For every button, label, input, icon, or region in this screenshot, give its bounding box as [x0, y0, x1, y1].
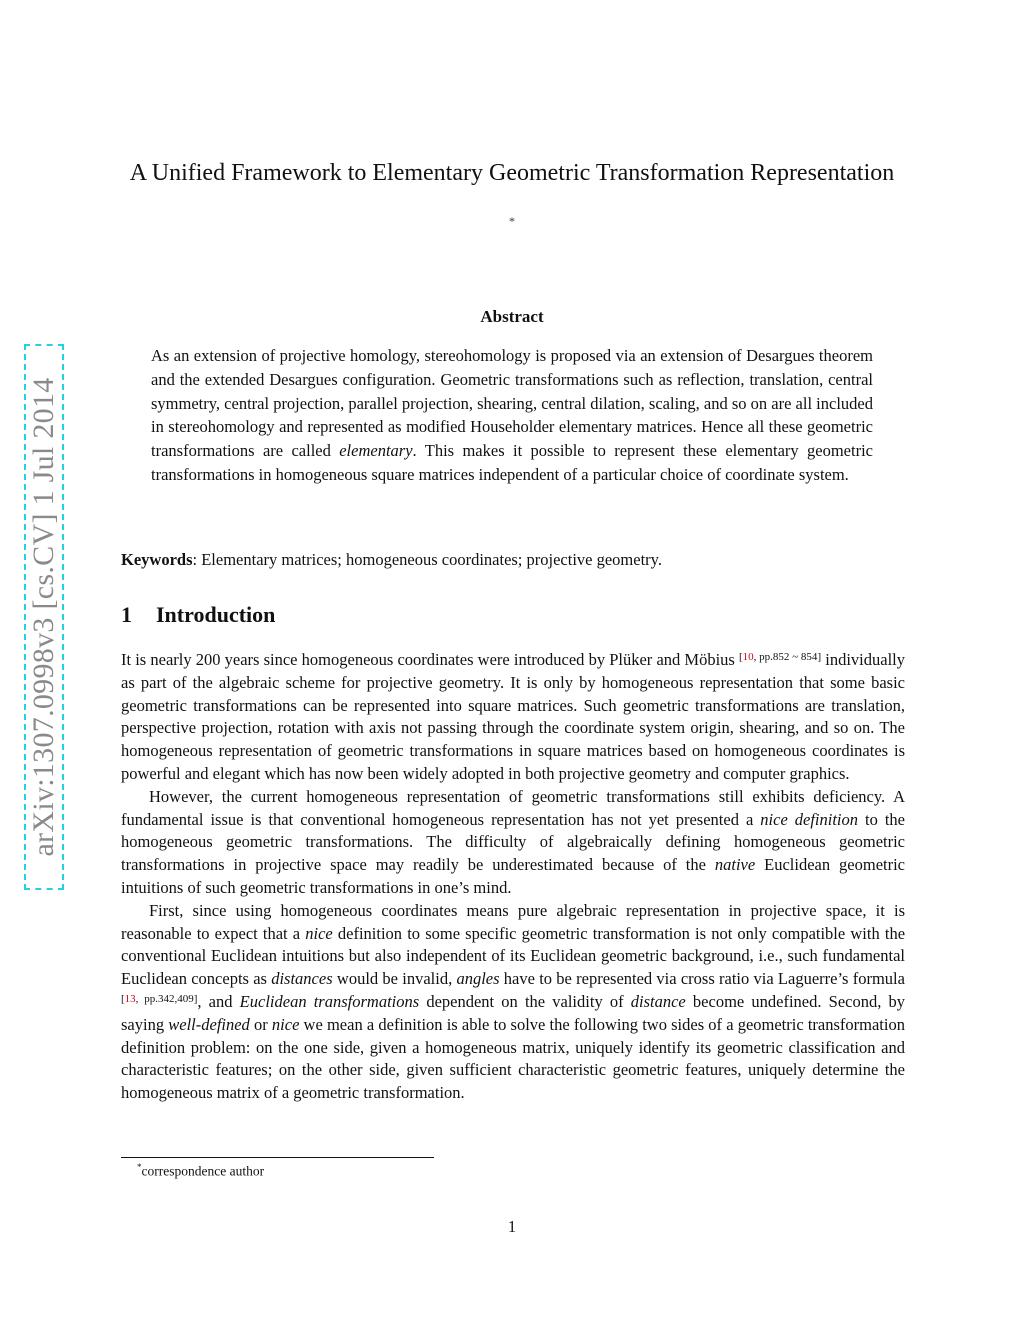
text-run: become undefined. Second, by saying [121, 991, 906, 1034]
text-run: have to be represented via cross ratio via Laguerre’s formula [499, 969, 905, 989]
citation: [10, pp.852 ~ 854] [738, 651, 822, 663]
abstract-text-part: As an extension of projective homology, stereohomology is proposed via an extension of Desargues theorem and the extended Desargues configuration. Geometric transformations such as reflection, translation, central symmetry, central projection, parallel projection, shearing, central dilation, scaling, and so on are all included in stereohomology and represented as modified Householder elementary matrices. Hence all these geometric transformations are called [151, 346, 873, 461]
footnote-mark: * [137, 1162, 142, 1172]
citation-pages: , pp.342,409 [135, 992, 194, 1005]
text-run: definition to some specific geometric transformation is not only compatible with the conventional Euclidean intuitions but also independent of its Euclidean geometric background, i.e., such fundamental Euclidean concepts as [121, 923, 906, 989]
page-number: 1 [507, 1217, 517, 1236]
emphasis: native [714, 855, 756, 875]
keywords [121, 549, 905, 571]
abstract-heading: Abstract [480, 307, 544, 326]
text-run: Euclidean geometric intuitions of such geometric transformations in one’s mind. [121, 855, 906, 897]
abstract-text-part: . This makes it possible to represent these elementary geometric transformations in homogeneous square matrices independent of a particular choice of coordinate system. [151, 441, 873, 484]
text-run: to the homogeneous geometric transformations. The difficulty of algebraically defining homogeneous geometric transformations in projective space may readily be underestimated because of the [121, 809, 905, 875]
text-run: dependent on the validity of [419, 991, 631, 1011]
emphasis: angles [456, 969, 500, 989]
section-title: Introduction [156, 602, 276, 627]
citation-pages: , pp.852 ~ 854 [753, 651, 818, 663]
citation-link[interactable]: 10 [742, 651, 754, 663]
emphasis: well-defined [168, 1014, 250, 1034]
section-heading [121, 602, 275, 628]
text-run: would be invalid, [332, 969, 457, 989]
paragraph [121, 786, 905, 900]
abstract-text [151, 344, 873, 487]
arxiv-stamp[interactable] [24, 344, 64, 890]
emphasis: nice definition [760, 809, 859, 829]
text-run: First, since using homogeneous coordinates means pure algebraic representation in projective space, it is reasonable to expect that a [121, 900, 905, 943]
citation-link[interactable]: 13 [124, 992, 136, 1005]
footnote [137, 1162, 264, 1180]
author-footnote-mark[interactable]: * [509, 214, 515, 228]
text-run: It is nearly 200 years since homogeneous coordinates were introduced by Plüker and Möbius [121, 650, 739, 669]
keywords-text: : Elementary matrices; homogeneous coordinates; projective geometry. [192, 550, 662, 569]
text-run: , and [197, 991, 240, 1011]
citation: [13, pp.342,409] [121, 992, 198, 1005]
paragraph [121, 900, 905, 1105]
emphasis: Euclidean transformations [239, 991, 420, 1011]
emphasis: nice [305, 923, 333, 943]
keywords-label: Keywords [121, 550, 193, 569]
arxiv-id[interactable]: arXiv:1307.0998v3 [cs.CV] 1 Jul 2014 [27, 377, 60, 857]
emphasis: distance [630, 991, 686, 1011]
abstract-emphasis: elementary [339, 441, 413, 461]
introduction-body [121, 649, 905, 1105]
footnote-rule [121, 1157, 434, 1158]
emphasis: nice [271, 1014, 300, 1034]
text-run: However, the current homogeneous representation of geometric transformations still exhibits deficiency. A fundamental issue is that conventional homogeneous representation has not yet presented a [121, 786, 905, 829]
text-run: we mean a definition is able to solve the following two sides of a geometric transformation definition problem: on the one side, given a homogeneous matrix, uniquely identify its geometric classification and characteristic features; on the other side, given sufficient characteristic geometric features, uniquely determine the homogeneous matrix of a geometric transformation. [121, 1014, 905, 1103]
footnote-text: correspondence author [141, 1163, 265, 1179]
section-number: 1 [121, 602, 132, 627]
text-run: individually as part of the algebraic scheme for projective geometry. It is only by homogeneous representation that some basic geometric transformations can be represented into square matrices. Such geometric transformations are translation, perspective projection, rotation with axis not passing through the coordinate system origin, shearing, and so on. The homogeneous representation of geometric transformations in square matrices based on homogeneous coordinates is powerful and elegant which has now been widely adopted in both projective geometry and computer graphics. [121, 650, 906, 783]
paper-title: A Unified Framework to Elementary Geometric Transformation Representation [129, 160, 895, 186]
paragraph [121, 649, 905, 786]
text-run: or [249, 1014, 272, 1034]
emphasis: distances [271, 969, 333, 989]
